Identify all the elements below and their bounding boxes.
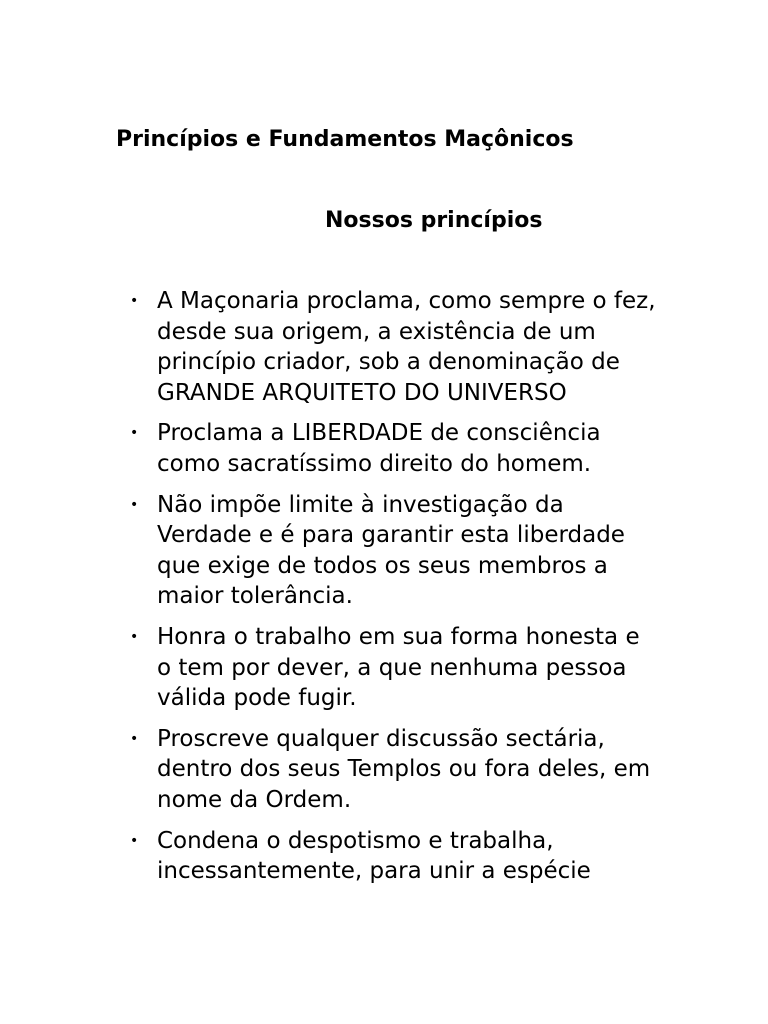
bullet-icon: • bbox=[130, 293, 139, 309]
list-item bbox=[0, 418, 657, 479]
list-item-text: A Maçonaria proclama, como sempre o fez, desde sua origem, a existência de um princípio criador, sob a denominação de GRANDE ARQUITETO DO UNIVERSO bbox=[157, 288, 656, 406]
list-item-text: Condena o despotismo e trabalha, incessantemente, para unir a espécie bbox=[157, 827, 591, 885]
bullet-icon: • bbox=[130, 628, 139, 645]
document-title: Princípios e Fundamentos Maçônicos bbox=[116, 127, 574, 152]
list-item bbox=[0, 826, 657, 887]
bullet-icon: • bbox=[130, 730, 139, 747]
list-item bbox=[0, 724, 657, 816]
list-item-text: Proclama a LIBERDADE de consciência como sacratíssimo direito do homem. bbox=[157, 420, 601, 477]
list-item bbox=[0, 286, 657, 408]
bullet-icon: • bbox=[130, 496, 139, 513]
principles-list bbox=[0, 286, 768, 897]
list-item-text: Não impõe limite à investigação da Verdade e é para garantir esta liberdade que exige de todos os seus membros a maior tolerância. bbox=[157, 491, 625, 610]
list-item bbox=[0, 622, 657, 714]
bullet-icon: • bbox=[130, 425, 139, 442]
list-item-text: Proscreve qualquer discussão sectária, dentro dos seus Templos ou fora deles, em nome da Ordem. bbox=[157, 725, 651, 813]
list-item bbox=[0, 490, 657, 612]
bullet-icon: • bbox=[130, 832, 139, 849]
list-item-text: Honra o trabalho em sua forma honesta e o tem por dever, a que nenhuma pessoa válida pode fugir. bbox=[157, 623, 640, 712]
section-subtitle: Nossos princípios bbox=[325, 208, 543, 233]
